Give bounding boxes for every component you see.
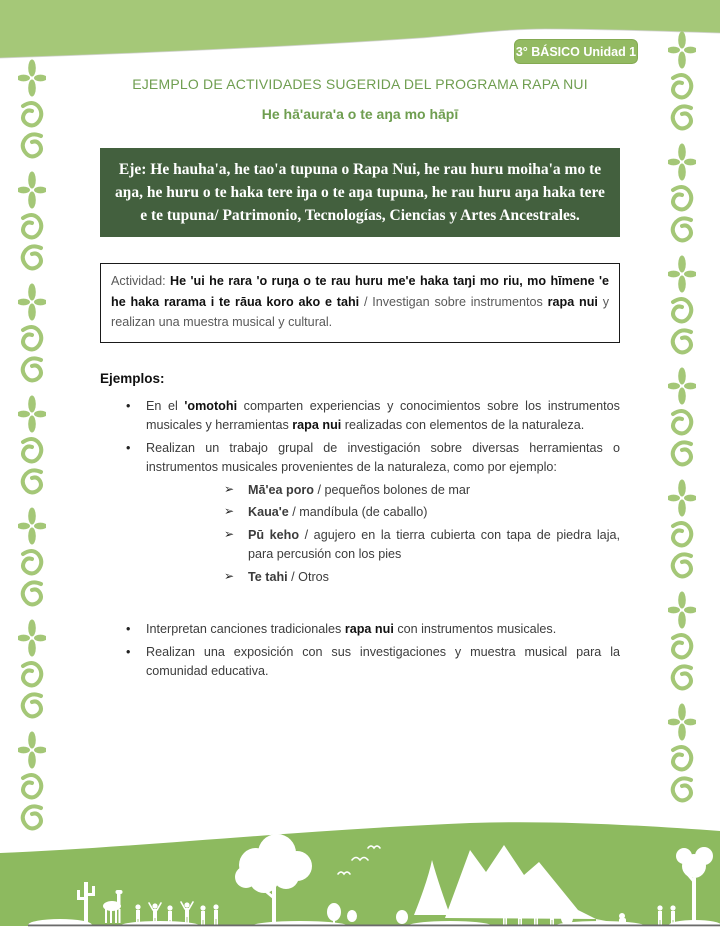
actividad-spanish-pre: Investigan sobre instrumentos [372,294,548,309]
ejemplos-heading: Ejemplos: [100,370,165,386]
instrument-name: Kaua'e [248,505,289,519]
actividad-spanish-post: y realizan una muestra musical y cultural. [111,294,609,329]
page-title: EJEMPLO DE ACTIVIDADES SUGERIDA DEL PROGRAMA RAPA NUI [132,76,588,92]
bullet-icon: • [126,440,131,455]
sub-list-item [100,481,620,501]
koru-border-right [668,30,696,815]
bullet-text-run: En el [146,398,185,413]
actividad-rapanui-text: He 'ui he rara 'o ruŋa o te rau huru me'e haka taŋi mo riu, mo hīmene 'e he haka rarama i te rāua koro ako e tahi [111,274,609,309]
arrow-bullet-icon: ➢ [224,526,235,541]
koru-border-left [18,58,46,848]
bullet-text-bold: rapa nui [292,418,342,432]
bullet-icon: • [126,622,131,636]
instrument-desc: / agujero en la tierra cubierta con tapa de piedra laja, para percusión con los pies [248,527,620,561]
instrument-name: Mā'ea poro [248,482,314,497]
sub-list-item [100,503,620,523]
grade-unit-badge: 3° BÁSICO Unidad 1 [514,39,638,64]
list-item [100,397,620,436]
actividad-separator: / [359,294,373,309]
bullet-text-run: Interpretan canciones tradicionales [146,622,345,636]
bullet-icon: • [126,398,131,413]
actividad-box [100,263,620,343]
bullet-text-run: Realizan un trabajo grupal de investigación sobre diversas herramientas o instrumentos musicales provenientes de la naturaleza, como por ejemplo: [146,440,620,474]
page-subtitle: He hā'aura'a o te aŋa mo hāpī [261,106,459,122]
content-column [100,76,620,685]
sub-list-item [100,526,620,565]
list-item [100,439,620,478]
bullet-text-bold: 'omotohi [184,398,238,413]
sub-list-item [100,568,620,588]
instrument-desc: / mandíbula (de caballo) [288,505,428,519]
arrow-bullet-icon: ➢ [224,504,235,518]
eje-box [100,148,620,237]
arrow-bullet-icon: ➢ [224,481,235,496]
bullet-text-run: comparten experiencias y conocimientos sobre los instrumentos musicales y herramientas [146,398,620,432]
actividad-spanish-bold: rapa nui [547,294,598,309]
actividad-label: Actividad: [111,274,171,288]
bullet-text-run: Realizan una exposición con sus investigaciones y muestra musical para la comunidad educativa. [146,644,620,678]
bullet-text-run: con instrumentos musicales. [393,622,557,636]
bullet-icon: • [126,644,131,659]
instrument-name: Pū keho [248,527,300,542]
instrument-desc: / pequeños bolones de mar [313,482,471,497]
ejemplos-list [100,397,620,682]
instrument-name: Te tahi [248,569,288,584]
spacer [100,590,620,620]
bullet-text-bold: rapa nui [344,622,394,636]
list-item [100,620,620,640]
arrow-bullet-icon: ➢ [224,568,235,583]
landscape-silhouette-graphic [0,820,720,932]
instrument-desc: / Otros [287,569,329,584]
bullet-text-run: realizadas con elementos de la naturaleza. [341,418,585,432]
eje-text: Eje: He hauha'a, he tao'a tupuna o Rapa Nui, he rau huru moiha'a mo te aŋa, he huru o te haka tere iŋa o te aŋa tupuna, he rau huru aŋa haka tere e te tupuna/ Patrimonio, Tecnologías, Ciencias y Artes Ancestrales. [115,161,605,224]
list-item [100,643,620,682]
